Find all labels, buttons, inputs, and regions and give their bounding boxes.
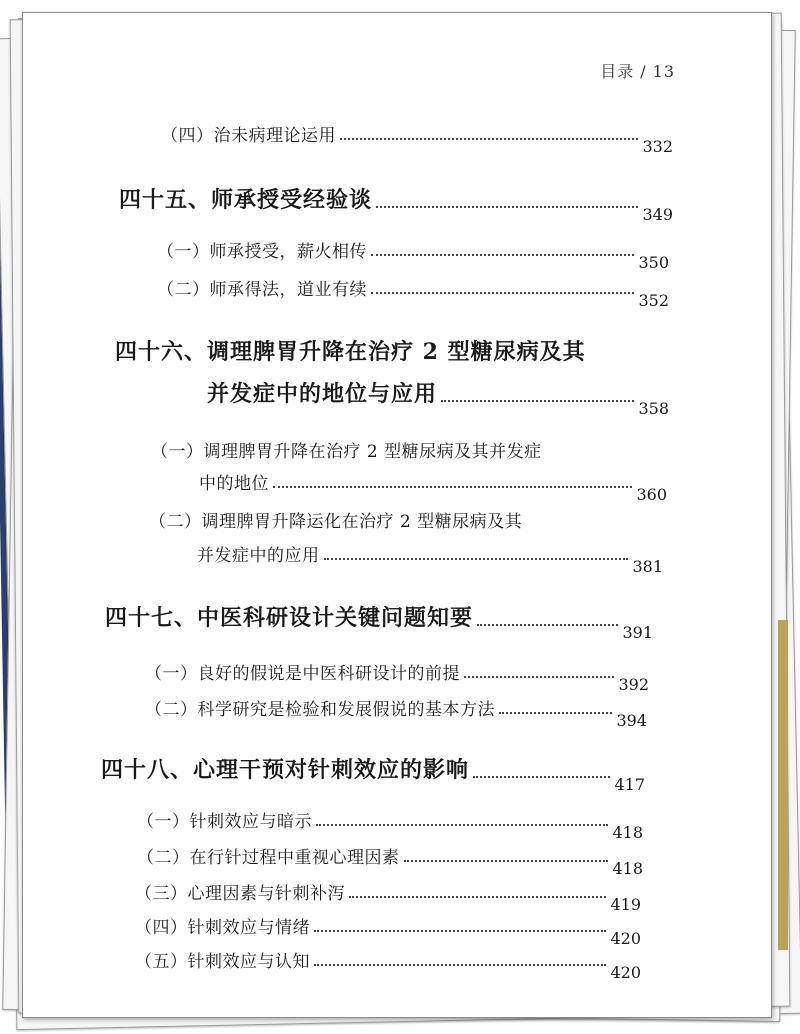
toc-chapter-page: 349 [642, 205, 673, 224]
toc-chapter[interactable] [207, 377, 669, 418]
toc-entry[interactable] [197, 541, 663, 576]
dot-leader [441, 400, 634, 402]
toc-entry-page: 420 [610, 929, 641, 948]
header-page-number: 13 [652, 62, 675, 81]
toc-chapter-page: 391 [622, 623, 653, 642]
toc-entry-label: （二）在行针过程中重视心理因素 [137, 848, 400, 868]
toc-entry[interactable] [161, 121, 673, 156]
header-separator: / [640, 62, 647, 81]
toc-chapter-label: 四十五、师承授受经验谈 [119, 187, 373, 213]
toc-entry-label: （一）师承授受，薪火相传 [157, 242, 367, 262]
toc-entry[interactable] [137, 843, 643, 878]
dot-leader [499, 712, 612, 714]
toc-entry-label: （二）科学研究是检验和发展假说的基本方法 [145, 700, 495, 720]
page-header [600, 59, 675, 82]
toc-entry-label: 并发症中的应用 [197, 546, 320, 566]
toc-chapter-line1[interactable]: 四十六、调理脾胃升降在治疗 2 型糖尿病及其 [115, 339, 586, 365]
dot-leader [464, 676, 614, 678]
toc-entry[interactable] [145, 659, 649, 694]
toc-entry[interactable] [157, 237, 669, 272]
dot-leader [324, 558, 629, 560]
toc-entry[interactable] [145, 695, 647, 730]
toc-entry-page: 352 [638, 291, 669, 310]
toc-entry-page: 392 [618, 675, 649, 694]
dot-leader [314, 930, 606, 932]
toc-entry-label: （五）针刺效应与认知 [135, 952, 310, 972]
toc-chapter-label: 四十七、中医科研设计关键问题知要 [105, 605, 474, 631]
toc-entry-label: （一）针刺效应与暗示 [137, 812, 312, 832]
toc-entry-label: （四）治未病理论运用 [161, 126, 336, 146]
toc-chapter-page: 417 [614, 775, 645, 794]
dot-leader [349, 896, 606, 898]
dot-leader [340, 138, 638, 140]
toc-entry[interactable] [135, 913, 641, 948]
toc-entry-label: （一）良好的假说是中医科研设计的前提 [145, 664, 460, 684]
header-title: 目录 [600, 62, 635, 81]
toc-entry[interactable] [135, 947, 641, 982]
dot-leader [273, 486, 632, 488]
dot-leader [477, 624, 618, 626]
toc-entry-page: 332 [642, 137, 673, 156]
toc-entry[interactable] [135, 879, 641, 914]
dot-leader [314, 964, 606, 966]
toc-entry-line1[interactable]: （二）调理脾胃升降运化在治疗 2 型糖尿病及其 [149, 512, 523, 532]
toc-page [22, 12, 772, 1018]
toc-chapter[interactable] [119, 183, 673, 224]
toc-entry-label: 中的地位 [199, 474, 269, 494]
dot-leader [371, 292, 634, 294]
dot-leader [404, 860, 609, 862]
toc-entry-line1[interactable]: （一）调理脾胃升降在治疗 2 型糖尿病及其并发症 [151, 442, 542, 462]
toc-entry[interactable] [137, 807, 643, 842]
toc-entry-page: 394 [616, 711, 647, 730]
toc-entry-page: 419 [610, 895, 641, 914]
toc-entry-page: 420 [610, 963, 641, 982]
toc-chapter-label: 四十八、心理干预对针刺效应的影响 [101, 757, 470, 783]
toc-entry-label: （三）心理因素与针刺补泻 [135, 884, 345, 904]
toc-entry-label: （二）师承得法，道业有续 [157, 280, 367, 300]
toc-entry-page: 418 [612, 823, 643, 842]
toc-chapter-label: 并发症中的地位与应用 [207, 381, 438, 407]
dot-leader [316, 824, 608, 826]
toc-entry-page: 360 [636, 485, 667, 504]
toc-entry-label: （四）针刺效应与情绪 [135, 918, 310, 938]
book-edge-strip-right [778, 620, 788, 950]
dot-leader [376, 206, 638, 208]
toc-entry[interactable] [157, 275, 669, 310]
toc-chapter-page: 358 [638, 399, 669, 418]
toc-chapter[interactable] [101, 753, 645, 794]
toc-entry-page: 381 [632, 557, 663, 576]
toc-entry-page: 350 [638, 253, 669, 272]
toc-chapter[interactable] [105, 601, 653, 642]
toc-entry-page: 418 [612, 859, 643, 878]
toc-entry[interactable] [199, 469, 667, 504]
dot-leader [371, 254, 634, 256]
dot-leader [473, 776, 610, 778]
